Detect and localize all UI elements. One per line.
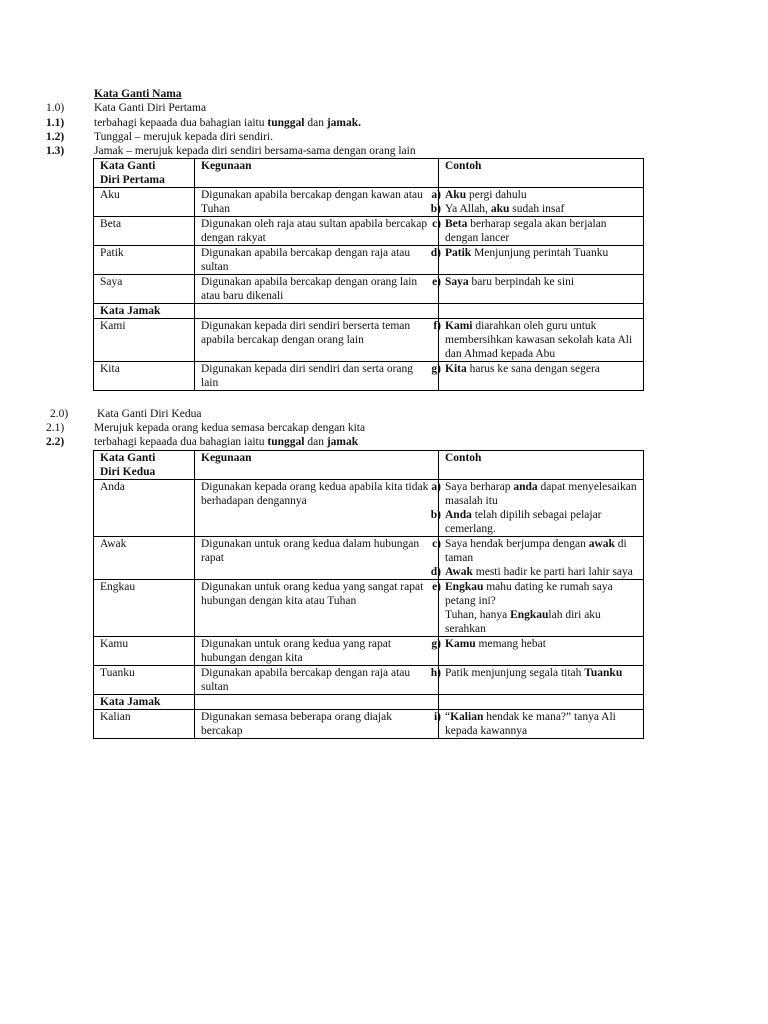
jamak-subheader-row — [94, 695, 644, 710]
point-number: 2.2) — [46, 436, 65, 448]
word-cell: Kami — [94, 319, 195, 362]
table-row — [94, 537, 644, 580]
example-cell: g) Kita harus ke sana dengan segera — [439, 362, 644, 391]
table-row — [94, 217, 644, 246]
table-row — [94, 580, 644, 637]
table-row — [94, 362, 644, 391]
section2-number: 2.0) — [50, 408, 69, 420]
example-cell: e) Engkau mahu dating ke rumah saya petang ini? Tuhan, hanya Engkaulah diri aku serahkan — [439, 580, 644, 637]
use-cell: Digunakan apabila bercakap dengan raja atau sultan — [195, 666, 439, 695]
use-cell: Digunakan kepada orang kedua apabila kita tidak berhadapan dengannya — [195, 480, 439, 537]
jamak-label: Kata Jamak — [94, 304, 195, 319]
point-text: Merujuk kepada orang kedua semasa bercakap dengan kita — [94, 422, 366, 434]
empty-cell — [439, 695, 644, 710]
header-kata-ganti: Kata Ganti Diri Kedua — [94, 451, 195, 480]
word-cell: Tuanku — [94, 666, 195, 695]
use-cell: Digunakan untuk orang kedua dalam hubungan rapat — [195, 537, 439, 580]
table-kata-ganti-diri-pertama — [93, 158, 644, 391]
table-row — [94, 480, 644, 537]
word-cell: Beta — [94, 217, 195, 246]
example-cell: i) “Kalian hendak ke mana?” tanya Ali kepada kawannya — [439, 710, 644, 739]
empty-cell — [195, 695, 439, 710]
point-text: Tunggal – merujuk kepada diri sendiri. — [94, 131, 274, 143]
example-cell: g) Kamu memang hebat — [439, 637, 644, 666]
example-cell: h) Patik menjunjung segala titah Tuanku — [439, 666, 644, 695]
header-kata-ganti: Kata Ganti Diri Pertama — [94, 159, 195, 188]
table-header-row — [94, 159, 644, 188]
example-cell: f) Kami diarahkan oleh guru untuk membersihkan kawasan sekolah kata Ali dan Ahmad kepada Abu — [439, 319, 644, 362]
point-number: 1.2) — [46, 131, 65, 143]
point-text: terbahagi kepaada dua bahagian iaitu tunggal dan jamak — [94, 436, 359, 448]
use-cell: Digunakan untuk orang kedua yang sangat rapat hubungan dengan kita atau Tuhan — [195, 580, 439, 637]
table-row — [94, 246, 644, 275]
use-cell: Digunakan apabila bercakap dengan kawan atau Tuhan — [195, 188, 439, 217]
table-row — [94, 637, 644, 666]
use-cell: Digunakan apabila bercakap dengan raja atau sultan — [195, 246, 439, 275]
header-contoh: Contoh — [439, 159, 644, 188]
word-cell: Kita — [94, 362, 195, 391]
word-cell: Kalian — [94, 710, 195, 739]
section1-heading: Kata Ganti Diri Pertama — [94, 102, 207, 114]
jamak-label: Kata Jamak — [94, 695, 195, 710]
empty-cell — [439, 304, 644, 319]
header-kegunaan: Kegunaan — [195, 159, 439, 188]
empty-cell — [195, 304, 439, 319]
table-row — [94, 188, 644, 217]
use-cell: Digunakan kepada diri sendiri dan serta orang lain — [195, 362, 439, 391]
point-number: 1.1) — [46, 117, 65, 129]
word-cell: Engkau — [94, 580, 195, 637]
header-contoh: Contoh — [439, 451, 644, 480]
word-cell: Patik — [94, 246, 195, 275]
table-row — [94, 319, 644, 362]
example-cell: a) Saya berharap anda dapat menyelesaikan masalah itu b) Anda telah dipilih sebagai pelajar cemerlang. — [439, 480, 644, 537]
word-cell: Saya — [94, 275, 195, 304]
word-cell: Awak — [94, 537, 195, 580]
use-cell: Digunakan semasa beberapa orang diajak bercakap — [195, 710, 439, 739]
use-cell: Digunakan kepada diri sendiri berserta teman apabila bercakap dengan orang lain — [195, 319, 439, 362]
point-text: terbahagi kepaada dua bahagian iaitu tunggal dan jamak. — [94, 117, 362, 129]
point-number: 1.3) — [46, 145, 65, 157]
example-cell: a) Aku pergi dahulu b) Ya Allah, aku sudah insaf — [439, 188, 644, 217]
table-row — [94, 275, 644, 304]
word-cell: Kamu — [94, 637, 195, 666]
example-cell: e) Saya baru berpindah ke sini — [439, 275, 644, 304]
use-cell: Digunakan apabila bercakap dengan orang lain atau baru dikenali — [195, 275, 439, 304]
word-cell: Aku — [94, 188, 195, 217]
use-cell: Digunakan untuk orang kedua yang rapat hubungan dengan kita — [195, 637, 439, 666]
table-row — [94, 710, 644, 739]
header-kegunaan: Kegunaan — [195, 451, 439, 480]
example-cell: c) Beta berharap segala akan berjalan dengan lancer — [439, 217, 644, 246]
example-cell: d) Patik Menjunjung perintah Tuanku — [439, 246, 644, 275]
use-cell: Digunakan oleh raja atau sultan apabila bercakap dengan rakyat — [195, 217, 439, 246]
section2-heading: Kata Ganti Diri Kedua — [97, 408, 202, 420]
point-number: 2.1) — [46, 422, 65, 434]
section1-number: 1.0) — [46, 102, 65, 114]
table-kata-ganti-diri-kedua — [93, 450, 644, 739]
example-cell: c) Saya hendak berjumpa dengan awak di taman d) Awak mesti hadir ke parti hari lahir saya — [439, 537, 644, 580]
table-row — [94, 666, 644, 695]
page-title: Kata Ganti Nama — [94, 88, 182, 100]
word-cell: Anda — [94, 480, 195, 537]
table-header-row — [94, 451, 644, 480]
point-text: Jamak – merujuk kepada diri sendiri bersama-sama dengan orang lain — [94, 145, 416, 157]
jamak-subheader-row — [94, 304, 644, 319]
